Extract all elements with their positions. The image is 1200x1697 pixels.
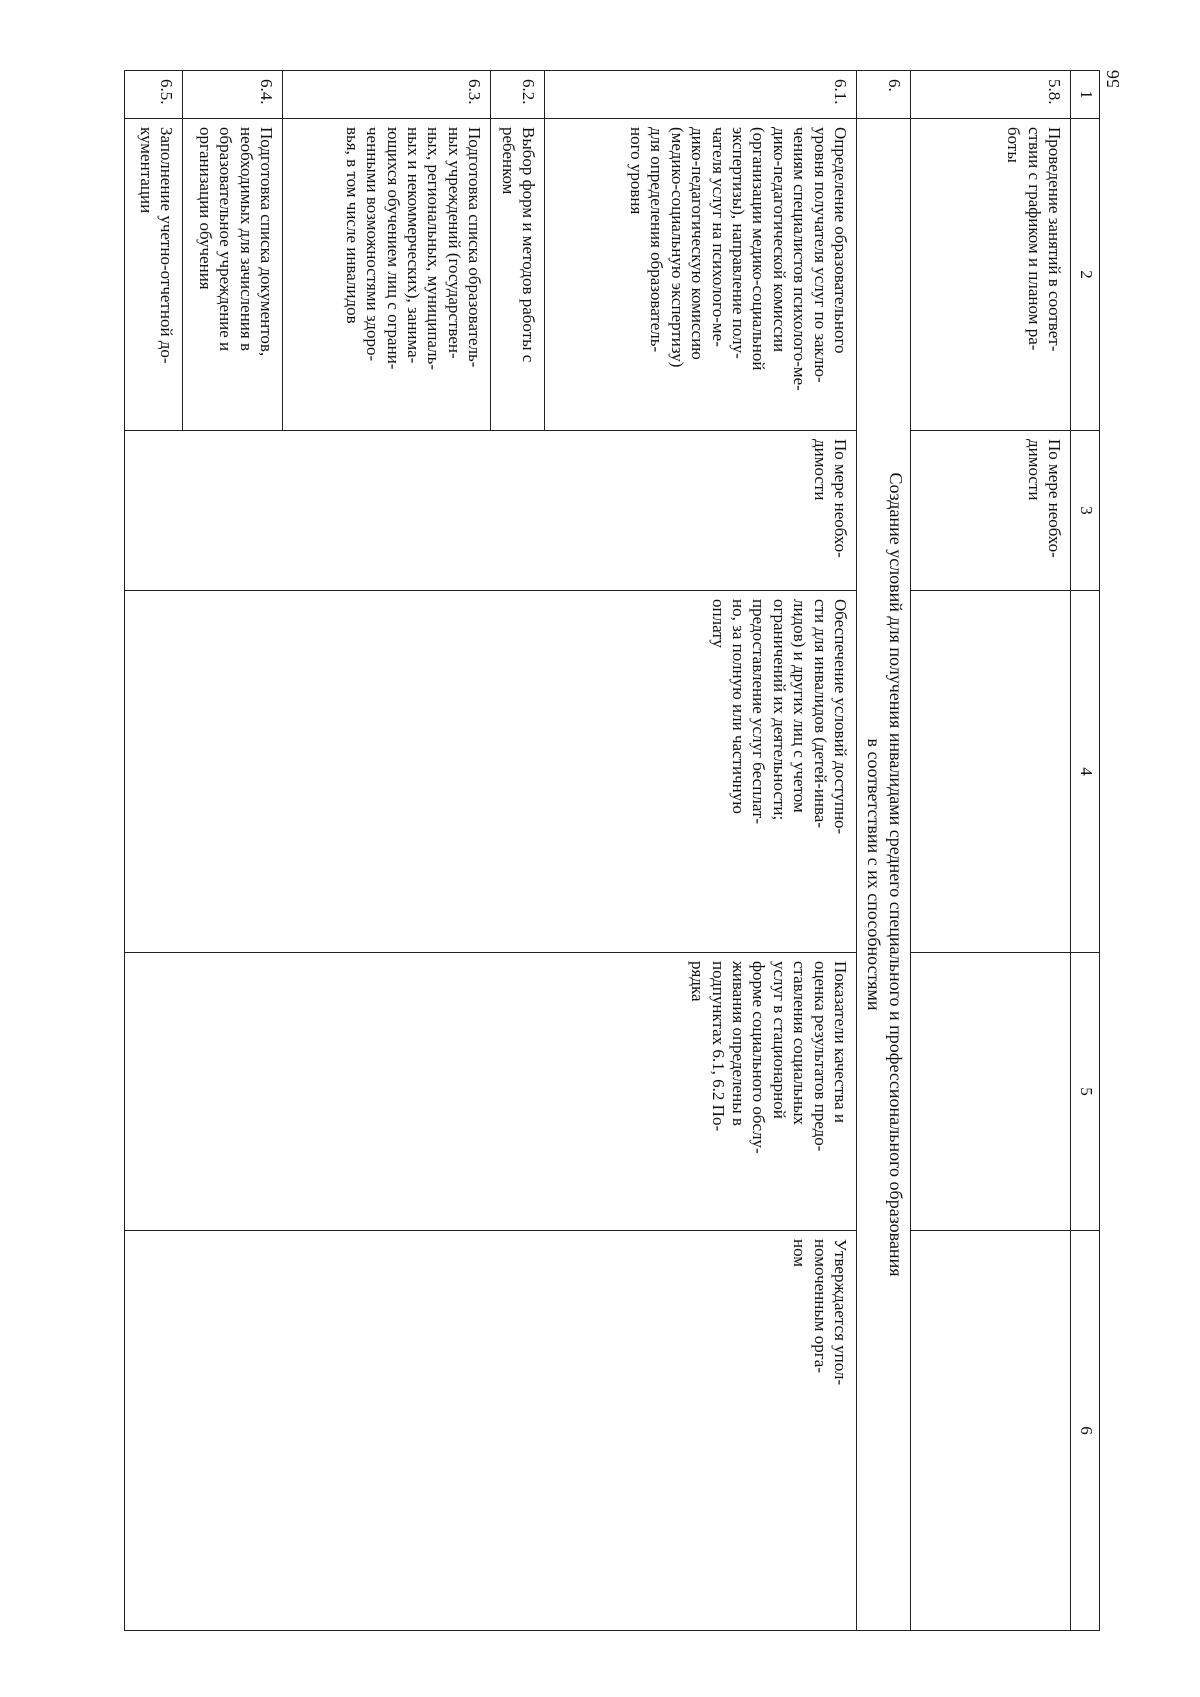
service-evaluation xyxy=(911,1231,1071,1631)
table-row xyxy=(545,71,857,1631)
service-description: Проведение занятий в соответ- ствии с графиком и планом ра- боты xyxy=(911,119,1071,431)
column-number: 5 xyxy=(1071,953,1100,1231)
services-table xyxy=(124,70,1100,1631)
row-number: 6.2. xyxy=(491,71,545,119)
column-number: 1 xyxy=(1071,71,1100,119)
service-term: По мере необхо- димости xyxy=(911,431,1071,591)
row-number: 6.1. xyxy=(545,71,857,119)
row-number: 5.8. xyxy=(911,71,1071,119)
column-number: 4 xyxy=(1071,591,1100,953)
service-quality: Показатели качества и оценка результатов предо- ставления социальных услуг в стационарной форме социального обслу- живания определены в подпунктах 6.1, 6.2 По- рядка xyxy=(125,953,857,1231)
row-number: 6.4. xyxy=(183,71,283,119)
column-number: 2 xyxy=(1071,119,1100,431)
page-number: 56 xyxy=(1103,70,1123,88)
section-row xyxy=(857,71,911,1631)
service-description: Выбор форм и методов работы с ребенком xyxy=(491,119,545,431)
section-number: 6. xyxy=(857,71,911,119)
section-title: Создание условий для получения инвалидами среднего специального и профессионального образования в соответствии с их способностями xyxy=(857,119,911,1631)
service-conditions: Обеспечение условий доступно- сти для инвалидов (детей-инва- лидов) и других лиц с учетом ограничений их деятельности; предоставление услуг бесплат- но, за полную или частичную оплату xyxy=(125,591,857,953)
column-number: 6 xyxy=(1071,1231,1100,1631)
service-description: Подготовка списка документов, необходимых для зачисления в образовательное учреждение и организации обучения xyxy=(183,119,283,431)
service-evaluation: Утверждается упол- номоченным орга- ном xyxy=(125,1231,857,1631)
rotated-page-content xyxy=(100,70,1100,1630)
service-quality xyxy=(911,953,1071,1231)
service-conditions xyxy=(911,591,1071,953)
service-description: Подготовка списка образователь- ных учреждений (государствен- ных, региональных, муниципаль- ных и некоммерческих), занима- ющихся обучением лиц с ограни- ченными возможностями здоро- вья, в том числе инвалидов xyxy=(283,119,491,431)
service-description: Заполнение учетно-отчетной до- кументации xyxy=(125,119,183,431)
service-description: Определение образовательного уровня получателя услуг по заклю- чениям специалистов психолого-ме- дико-педагогической комиссии (организации медико-социальной экспертизы), направление полу- чателя услуг на психолого-ме- дико-педагогическую комиссию (медико-социальную экспертизу) для определения образователь- ного уровня xyxy=(545,119,857,431)
row-number: 6.3. xyxy=(283,71,491,119)
row-number: 6.5. xyxy=(125,71,183,119)
table-row xyxy=(911,71,1071,1631)
column-numbers-row xyxy=(1071,71,1100,1631)
column-number: 3 xyxy=(1071,431,1100,591)
service-term: По мере необхо- димости xyxy=(125,431,857,591)
